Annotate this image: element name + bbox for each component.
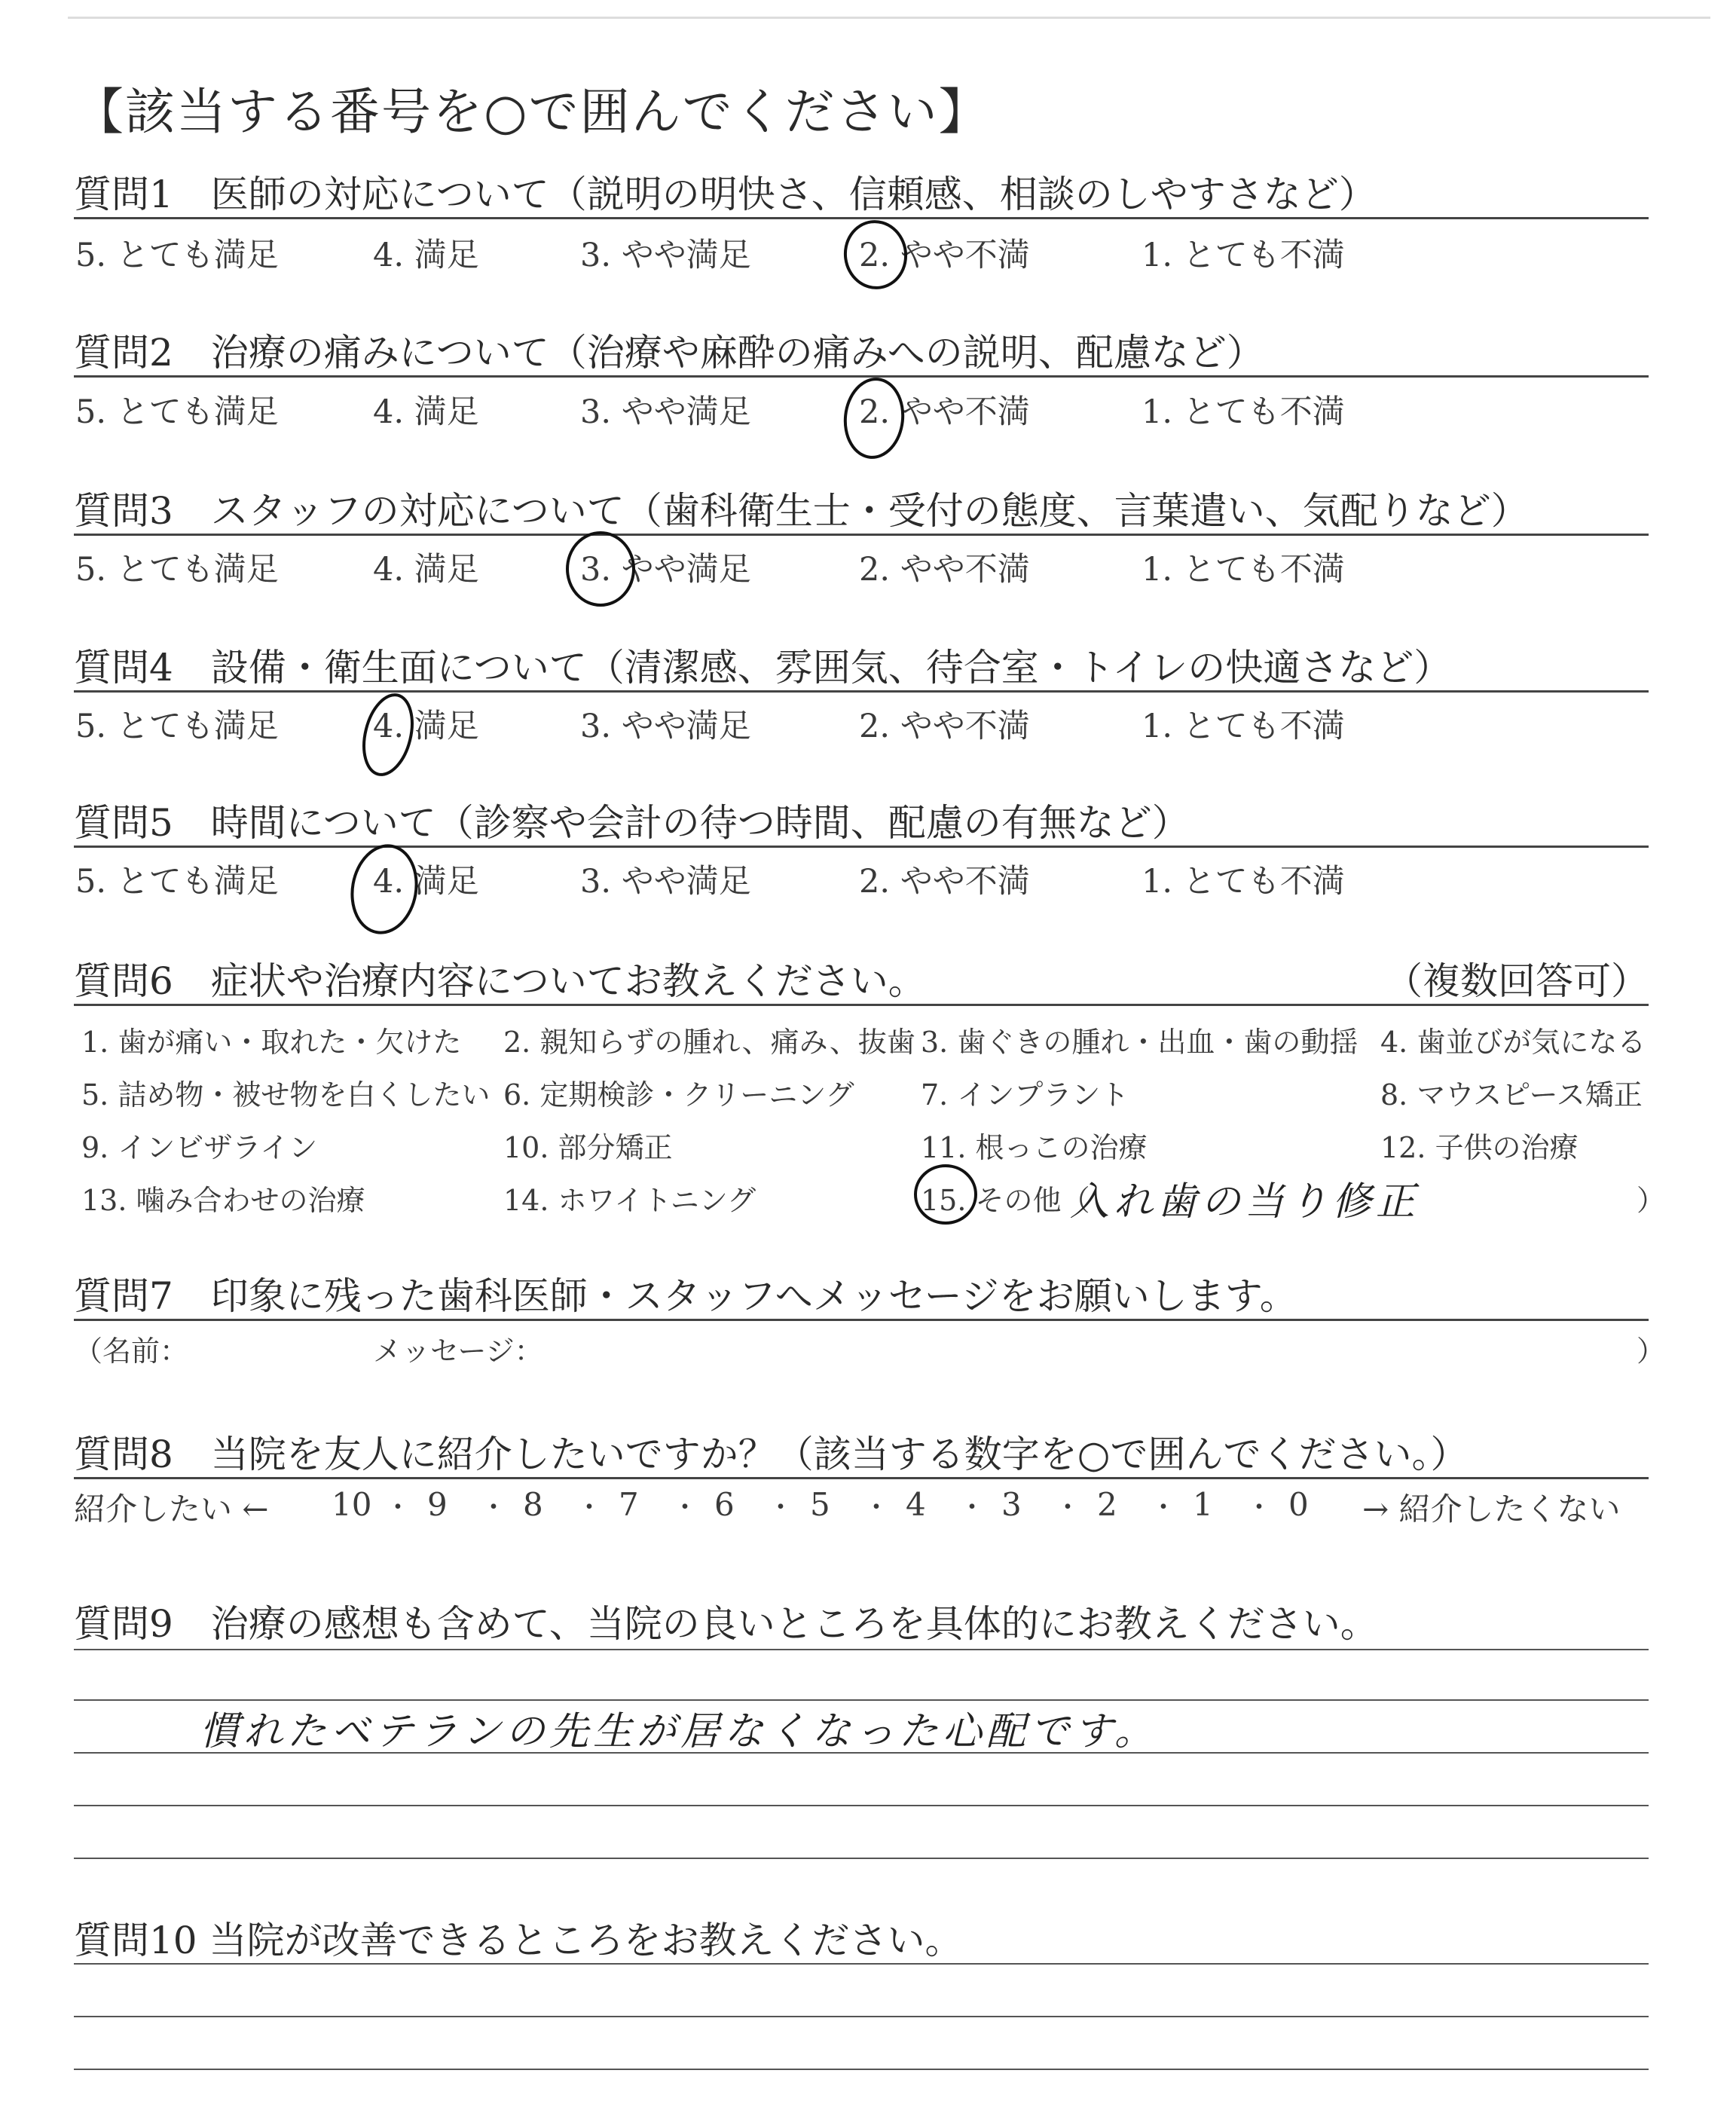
option-3[interactable]: 3. やや満足	[580, 708, 751, 745]
question-title: 質問9 治療の感想も含めて、当院の良いところを具体的にお教えください。	[74, 1602, 1378, 1646]
option-2[interactable]: 2. やや不満	[859, 708, 1030, 745]
option-1[interactable]: 1. とても不満	[1142, 708, 1345, 745]
q6-option-5[interactable]: 5. 詰め物・被せ物を白くしたい	[81, 1078, 491, 1112]
scale-separator: ・	[1150, 1492, 1178, 1523]
option-1[interactable]: 1. とても不満	[1142, 393, 1345, 431]
question-title: 質問10 当院が改善できるところをお教えください。	[74, 1919, 963, 1962]
name-label: （名前：	[74, 1335, 189, 1368]
question-title: 質問5 時間について（診察や会計の待つ時間、配慮の有無など）	[74, 801, 1190, 845]
option-5[interactable]: 5. とても満足	[75, 393, 279, 431]
option-3[interactable]: 3. やや満足	[580, 393, 751, 431]
scale-separator: ・	[576, 1492, 604, 1523]
scale-separator: ・	[863, 1492, 891, 1523]
scale-separator: ・	[384, 1492, 412, 1523]
question-title: 質問6 症状や治療内容についてお教えください。	[74, 959, 926, 1003]
multiple-answer-note: （複数回答可）	[1385, 959, 1649, 1003]
scale-value[interactable]: 0	[1288, 1486, 1309, 1523]
option-5[interactable]: 5. とても満足	[75, 551, 279, 589]
option-3[interactable]: 3. やや満足	[580, 863, 751, 901]
q5-selection-circle	[346, 841, 423, 938]
form-header: 【該当する番号を○で囲んでください】	[74, 83, 990, 141]
option-2[interactable]: 2. やや不満	[859, 393, 1030, 431]
question-title: 質問3 スタッフの対応について（歯科衛生士・受付の態度、言葉遣い、気配りなど）	[74, 489, 1529, 533]
option-1[interactable]: 1. とても不満	[1142, 863, 1345, 901]
q6-option-10[interactable]: 10. 部分矯正	[503, 1131, 673, 1164]
handwritten-answer: 慣れたベテランの先生が居なくなった心配です。	[200, 1709, 1158, 1754]
scale-value[interactable]: 9	[427, 1486, 448, 1523]
other-close-paren: ）	[1637, 1184, 1666, 1217]
question-title: 質問7 印象に残った歯科医師・スタッフへメッセージをお願いします。	[74, 1274, 1297, 1318]
q6-option-6[interactable]: 6. 定期検診・クリーニング	[503, 1078, 854, 1112]
scale-value[interactable]: 4	[906, 1486, 926, 1523]
option-5[interactable]: 5. とても満足	[75, 237, 279, 274]
scale-separator: ・	[671, 1492, 699, 1523]
scale-separator: ・	[1245, 1492, 1273, 1523]
scale-value[interactable]: 1	[1193, 1486, 1213, 1523]
option-4[interactable]: 4. 満足	[373, 393, 479, 431]
option-3[interactable]: 3. やや満足	[580, 551, 751, 589]
message-label: メッセージ：	[373, 1335, 543, 1368]
scale-left-label: 紹介したい ←	[74, 1491, 269, 1527]
option-3[interactable]: 3. やや満足	[580, 237, 751, 274]
option-2[interactable]: 2. やや不満	[859, 237, 1030, 274]
scale-value[interactable]: 2	[1097, 1486, 1117, 1523]
scale-separator: ・	[767, 1492, 795, 1523]
scale-value[interactable]: 6	[714, 1486, 735, 1523]
option-4[interactable]: 4. 満足	[373, 863, 479, 901]
option-4[interactable]: 4. 満足	[373, 708, 479, 745]
scale-value[interactable]: 5	[810, 1486, 830, 1523]
question-title: 質問4 設備・衛生面について（清潔感、雰囲気、待合室・トイレの快適さなど）	[74, 646, 1452, 690]
q6-option-4[interactable]: 4. 歯並びが気になる	[1380, 1026, 1646, 1059]
scale-separator: ・	[958, 1492, 986, 1523]
question-title: 質問1 医師の対応について（説明の明快さ、信頼感、相談のしやすさなど）	[74, 173, 1377, 216]
scale-right-label: → 紹介したくない	[1362, 1491, 1621, 1527]
other-handwritten-answer: 入れ歯の当り修正	[1070, 1179, 1420, 1225]
q6-option-3[interactable]: 3. 歯ぐきの腫れ・出血・歯の動揺	[921, 1026, 1359, 1059]
option-4[interactable]: 4. 満足	[373, 237, 479, 274]
q6-option-8[interactable]: 8. マウスピース矯正	[1380, 1078, 1643, 1112]
q6-option-12[interactable]: 12. 子供の治療	[1380, 1131, 1579, 1164]
question-title: 質問2 治療の痛みについて（治療や麻酔の痛みへの説明、配慮など）	[74, 331, 1264, 375]
option-5[interactable]: 5. とても満足	[75, 863, 279, 901]
option-1[interactable]: 1. とても不満	[1142, 237, 1345, 274]
q6-option-15[interactable]: 15. その他（	[921, 1184, 1090, 1217]
scale-separator: ・	[1054, 1492, 1082, 1523]
q3-selection-circle	[567, 533, 634, 605]
scale-value[interactable]: 10	[332, 1486, 372, 1523]
option-2[interactable]: 2. やや不満	[859, 863, 1030, 901]
q2-selection-circle	[842, 376, 906, 460]
q6-option-11[interactable]: 11. 根っこの治療	[921, 1131, 1148, 1164]
scale-value[interactable]: 7	[619, 1486, 639, 1523]
option-5[interactable]: 5. とても満足	[75, 708, 279, 745]
message-close-paren: ）	[1637, 1335, 1666, 1368]
q6-option-13[interactable]: 13. 噛み合わせの治療	[81, 1184, 365, 1217]
option-2[interactable]: 2. やや不満	[859, 551, 1030, 589]
q6-option-2[interactable]: 2. 親知らずの腫れ、痛み、抜歯	[503, 1026, 915, 1059]
scale-value[interactable]: 8	[523, 1486, 543, 1523]
q6-option-9[interactable]: 9. インビザライン	[81, 1131, 318, 1164]
scale-separator: ・	[480, 1492, 508, 1523]
q1-selection-circle	[841, 218, 909, 292]
q6-selection-circle	[915, 1166, 976, 1223]
question-title: 質問8 当院を友人に紹介したいですか？（該当する数字を○で囲んでください。）	[74, 1433, 1469, 1476]
q6-option-14[interactable]: 14. ホワイトニング	[503, 1184, 756, 1217]
q6-option-7[interactable]: 7. インプラント	[921, 1078, 1129, 1112]
scale-value[interactable]: 3	[1001, 1486, 1022, 1523]
q4-selection-circle	[356, 690, 420, 779]
option-1[interactable]: 1. とても不満	[1142, 551, 1345, 589]
q6-option-1[interactable]: 1. 歯が痛い・取れた・欠けた	[81, 1026, 462, 1059]
option-4[interactable]: 4. 満足	[373, 551, 479, 589]
